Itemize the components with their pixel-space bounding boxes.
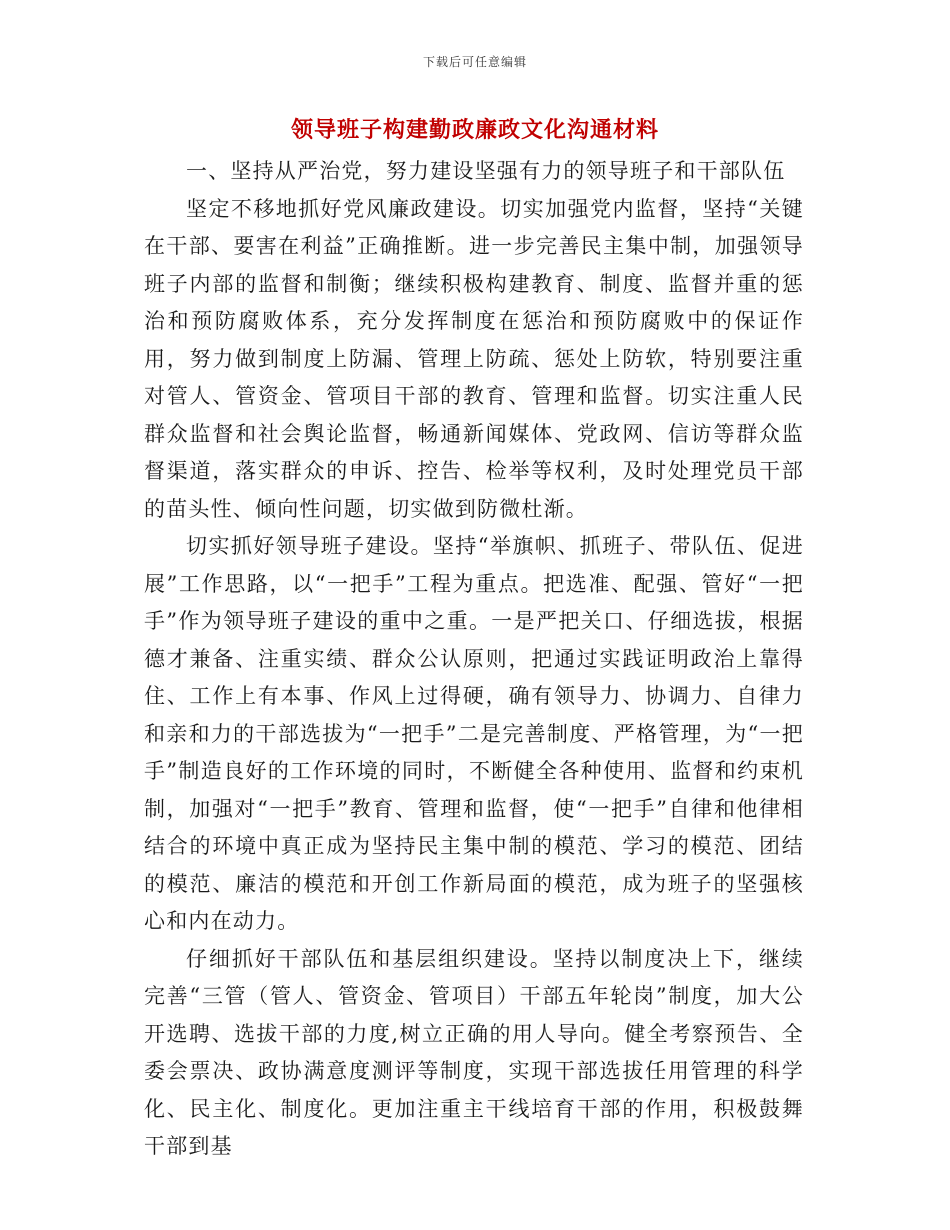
- paragraph-cadre-building: 仔细抓好干部队伍和基层组织建设。坚持以制度决上下，继续完善“三管（管人、管资金、管项目）干部五年轮岗”制度，加大公开选聘、选拔干部的力度,树立正确的用人导向。健全考察预告、全委会票决、政协满意度测评等制度，实现干部选拔任用管理的科学化、民主化、制度化。更加注重主干线培育干部的作用，积极鼓舞干部到基: [144, 946, 804, 1158]
- paragraph-party-conduct: 坚定不移地抓好党风廉政建设。切实加强党内监督，坚持“关键在干部、要害在利益”正确推断。进一步完善民主集中制，加强领导班子内部的监督和制衡；继续积极构建教育、制度、监督并重的惩治和预防腐败体系，充分发挥制度在惩治和预防腐败中的保证作用，努力做到制度上防漏、管理上防疏、惩处上防软，特别要注重对管人、管资金、管项目干部的教育、管理和监督。切实注重人民群众监督和社会舆论监督，畅通新闻媒体、党政网、信访等群众监督渠道，落实群众的申诉、控告、检举等权利，及时处理党员干部的苗头性、倾向性问题，切实做到防微杜渐。: [144, 196, 804, 521]
- document-title: 领导班子构建勤政廉政文化沟通材料: [290, 118, 659, 143]
- document-body: [144, 153, 804, 1166]
- paragraph-leadership-building: 切实抓好领导班子建设。坚持“举旗帜、抓班子、带队伍、促进展”工作思路，以“一把手”工程为重点。把选准、配强、管好“一把手”作为领导班子建设的重中之重。一是严把关口、仔细选拔，根据德才兼备、注重实绩、群众公认原则，把通过实践证明政治上靠得住、工作上有本事、作风上过得硬，确有领导力、协调力、自律力和亲和力的干部选拔为“一把手”二是完善制度、严格管理，为“一把手”制造良好的工作环境的同时，不断健全各种使用、监督和约束机制，加强对“一把手”教育、管理和监督，使“一把手”自律和他律相结合的环境中真正成为坚持民主集中制的模范、学习的模范、团结的模范、廉洁的模范和开创工作新局面的模范，成为班子的坚强核心和内在动力。: [144, 534, 804, 933]
- section-heading: 一、坚持从严治党，努力建设坚强有力的领导班子和干部队伍: [186, 159, 786, 183]
- header-note: 下载后可任意编辑: [422, 55, 527, 69]
